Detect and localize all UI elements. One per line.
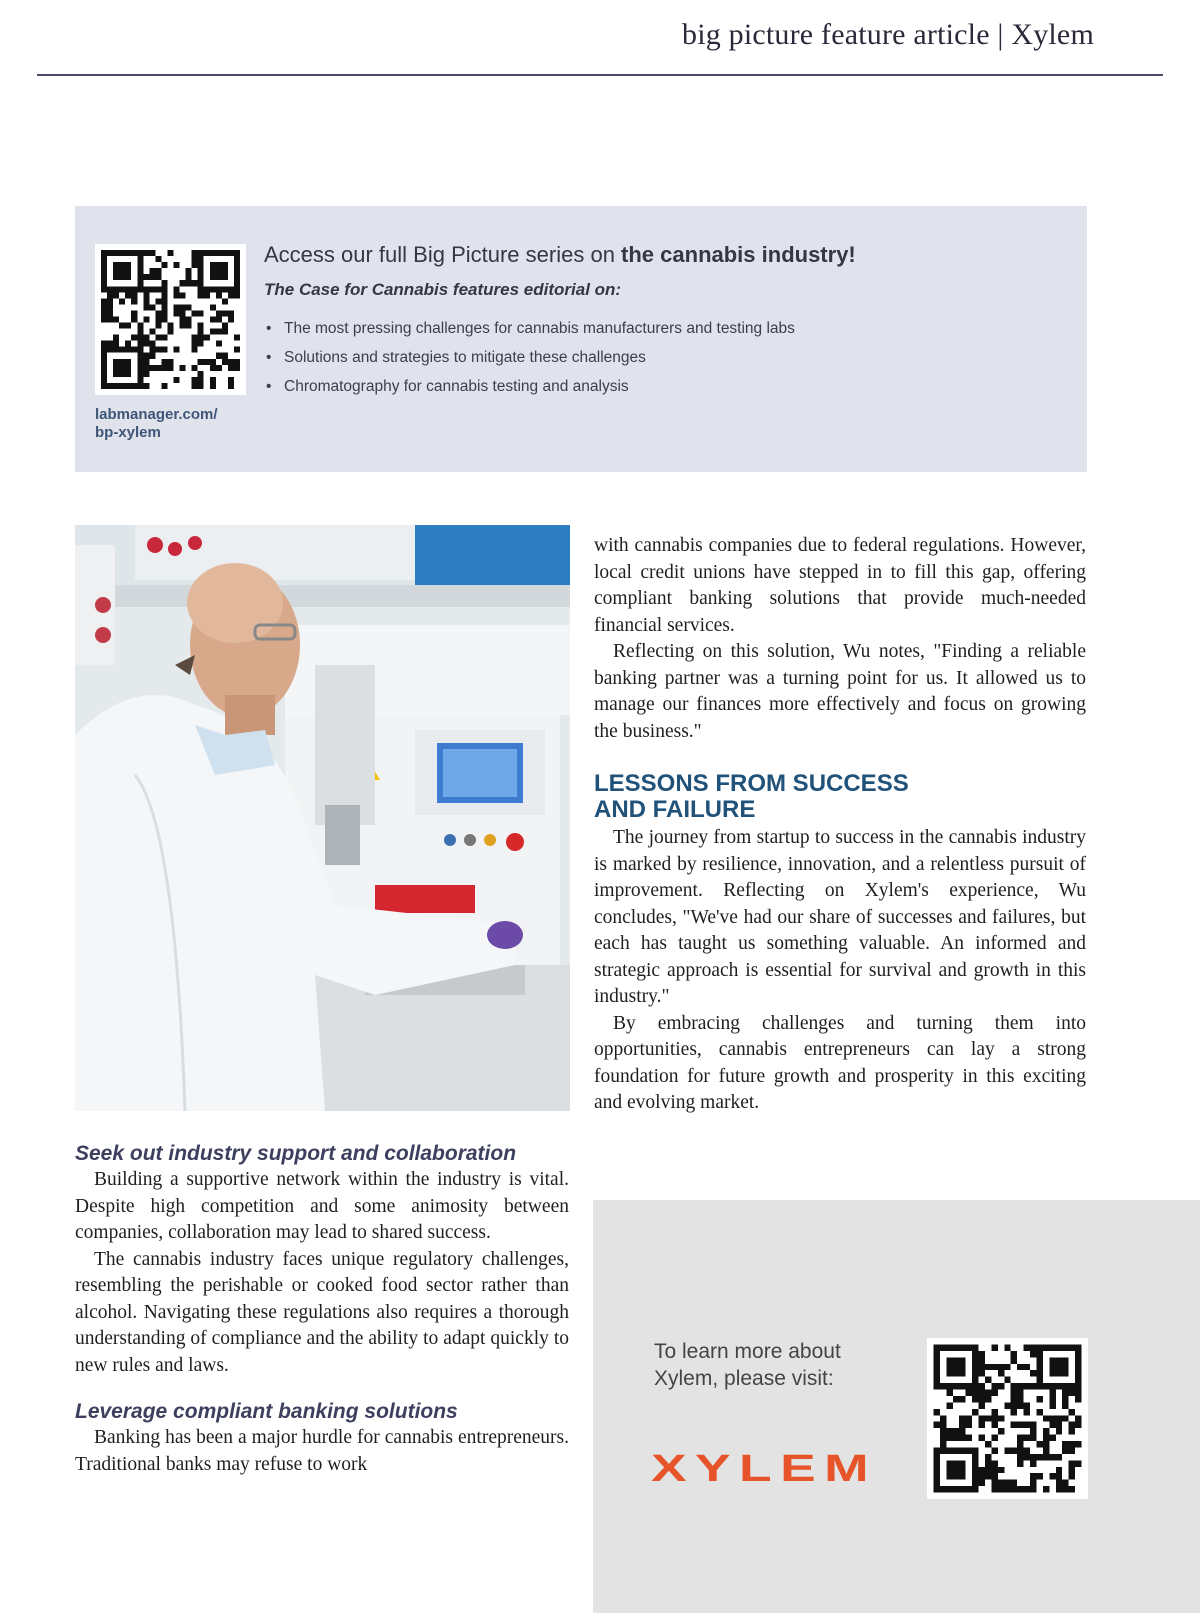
lab-scientist-photo [75, 525, 570, 1111]
promo-subheading: The Case for Cannabis features editorial on: [264, 280, 622, 299]
subheading-industry-support: Seek out industry support and collaboration [75, 1142, 517, 1165]
right-paragraph-3: The journey from startup to success in the cannabis industry is marked by resilience, innovation, and a relentless pursuit of improvement. Reflecting on Xylem's experience, Wu concludes, "We've had our share of successes and failures, but each has taught us something valuable. An informed and strategic approach is essential for survival and growth in this industry." [594, 827, 1086, 1007]
right-paragraph-1: with cannabis companies due to federal regulations. However, local credit unions have stepped in to fill this gap, offering compliant banking solutions that provide much-needed financial services. [594, 535, 1086, 636]
promo-bullet: • The most pressing challenges for cannabis manufacturers and testing labs [264, 314, 795, 343]
xylem-logo[interactable] [651, 1450, 881, 1484]
page-header-title: big picture feature article | Xylem [682, 18, 1094, 51]
left-paragraph-2: The cannabis industry faces unique regulatory challenges, resembling the perishable or cooked food sector rather than alcohol. Navigating these regulations also requires a thorough understanding of compliance and the ability to adapt quickly to new rules and laws. [75, 1248, 569, 1376]
left-text-column [75, 1141, 569, 1478]
section-heading-line2: AND FAILURE [594, 796, 756, 823]
promo-bullet-list [264, 314, 795, 401]
promo-link[interactable] [95, 406, 265, 442]
promo-headline-bold: the cannabis industry! [621, 242, 856, 267]
left-paragraph-3: Banking has been a major hurdle for cannabis entrepreneurs. Traditional banks may refuse to work [75, 1427, 569, 1475]
promo-link-line2: bp-xylem [95, 424, 161, 441]
promo-bullet: • Chromatography for cannabis testing and analysis [264, 372, 795, 401]
section-heading-line1: LESSONS FROM SUCCESS [594, 770, 909, 797]
left-paragraph-1: Building a supportive network within the industry is vital. Despite high competition and some animosity between companies, collaboration may lead to shared success. [75, 1169, 569, 1243]
contact-panel [593, 1200, 1200, 1613]
promo-link-line1: labmanager.com/ [95, 406, 218, 423]
promo-headline [264, 242, 1064, 268]
contact-text [654, 1338, 894, 1392]
big-picture-promo-box [75, 206, 1087, 472]
svg-text:XYLEM: XYLEM [651, 1450, 877, 1484]
qr-code-icon[interactable] [927, 1338, 1088, 1499]
right-paragraph-4: By embracing challenges and turning them into opportunities, cannabis entrepreneurs can lay a strong foundation for future growth and prosperity in this exciting and evolving market. [594, 1012, 1086, 1113]
qr-code-icon[interactable] [95, 244, 246, 395]
subheading-banking: Leverage compliant banking solutions [75, 1400, 458, 1423]
right-text-column [594, 533, 1086, 1117]
contact-line1: To learn more about [654, 1340, 841, 1363]
right-paragraph-2: Reflecting on this solution, Wu notes, "Finding a reliable banking partner was a turning point for us. It allowed us to manage our finances more effectively and focus on growing the business." [594, 641, 1086, 742]
promo-bullet: • Solutions and strategies to mitigate these challenges [264, 343, 795, 372]
promo-headline-prefix: Access our full Big Picture series on [264, 242, 622, 267]
section-heading-lessons [594, 771, 1086, 823]
header-divider [37, 74, 1163, 76]
contact-line2: Xylem, please visit: [654, 1367, 834, 1390]
